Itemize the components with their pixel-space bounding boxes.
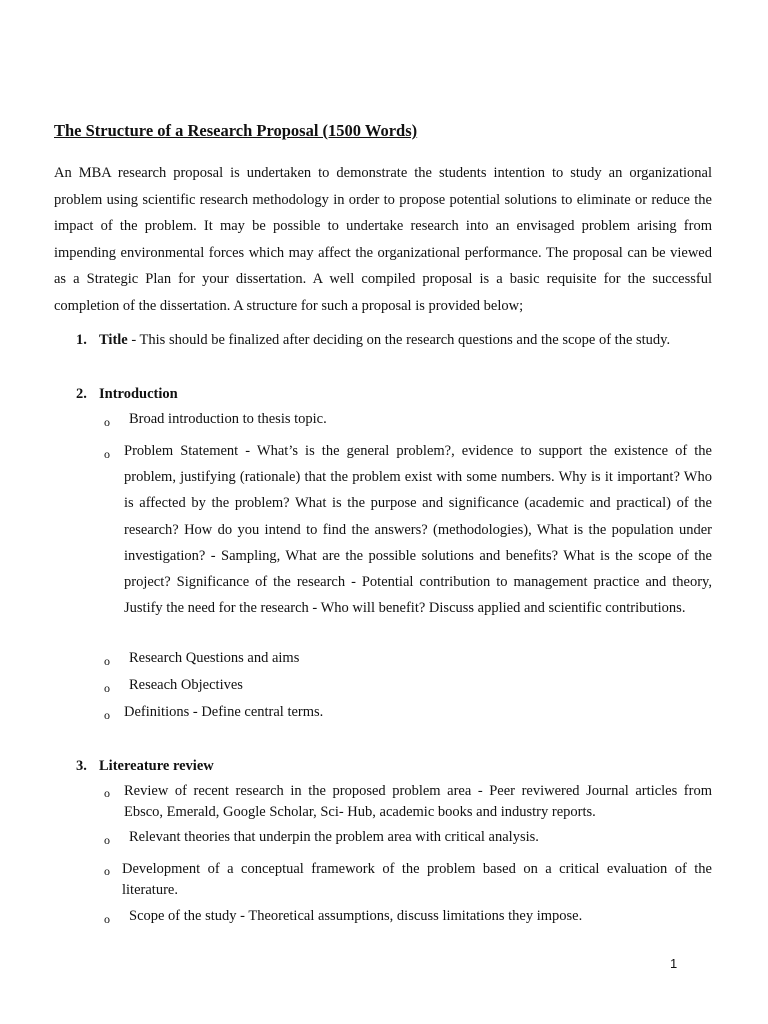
section-number: 2. <box>76 386 87 402</box>
section-heading: Title <box>99 332 128 348</box>
bullet-icon: o <box>104 912 110 926</box>
bullet-icon: o <box>104 447 110 461</box>
section-heading: Litereature review <box>99 758 214 774</box>
list-item: Review of recent research in the proposed problem area - Peer reviwered Journal articles from Ebsco, Emerald, Google Scholar, Sci- Hub, academic books and industry reports. <box>124 783 712 820</box>
list-item: Reseach Objectives <box>129 677 243 693</box>
bullet-icon: o <box>104 833 110 847</box>
bullet-icon: o <box>104 654 110 668</box>
list-item: Broad introduction to thesis topic. <box>129 411 327 427</box>
section-introduction <box>76 386 178 403</box>
section-heading: Introduction <box>99 386 178 402</box>
list-item: Research Questions and aims <box>129 650 300 666</box>
section-text: - This should be finalized after deciding on the research questions and the scope of the study. <box>127 332 671 348</box>
list-item: Definitions - Define central terms. <box>124 704 324 720</box>
intro-paragraph: An MBA research proposal is undertaken to demonstrate the students intention to study an organizational problem using scientific research methodology in order to propose potential solutions to eliminate or reduce the impact of the problem. It may be possible to undertake research into an envisaged problem arising from impending environmental forces which may affect the organizational performance. The proposal can be viewed as a Strategic Plan for your dissertation. A well compiled proposal is a basic requisite for the successful completion of the dissertation. A structure for such a proposal is provided below; <box>54 165 712 314</box>
list-item: Development of a conceptual framework of the problem based on a critical evaluation of the literature. <box>122 861 712 898</box>
bullet-icon: o <box>104 864 110 878</box>
list-item: Relevant theories that underpin the problem area with critical analysis. <box>129 829 539 845</box>
list-item: Scope of the study - Theoretical assumptions, discuss limitations they impose. <box>129 908 583 924</box>
bullet-icon: o <box>104 415 110 429</box>
bullet-icon: o <box>104 708 110 722</box>
document-title: The Structure of a Research Proposal (1500 Words) <box>54 121 418 140</box>
section-title <box>76 332 670 349</box>
bullet-icon: o <box>104 681 110 695</box>
section-number: 3. <box>76 758 87 774</box>
section-number: 1. <box>76 332 87 348</box>
section-literature-review <box>76 758 214 775</box>
list-item-problem-statement: Problem Statement - What’s is the general problem?, evidence to support the existence of the problem, justifying (rationale) that the problem exist with some numbers. Why is it important? Who is affected by the problem? What is the purpose and significance (academic and practical) of the research? How do you intend to find the answers? (methodologies), What is the population under investigation? - Sampling, What are the possible solutions and benefits? What is the scope of the project? Significance of the research - Potential contribution to management practice and theory, Justify the need for the research - Who will benefit? Discuss applied and scientific contributions. <box>124 443 712 617</box>
bullet-icon: o <box>104 786 110 800</box>
page-number: 1 <box>670 956 678 971</box>
